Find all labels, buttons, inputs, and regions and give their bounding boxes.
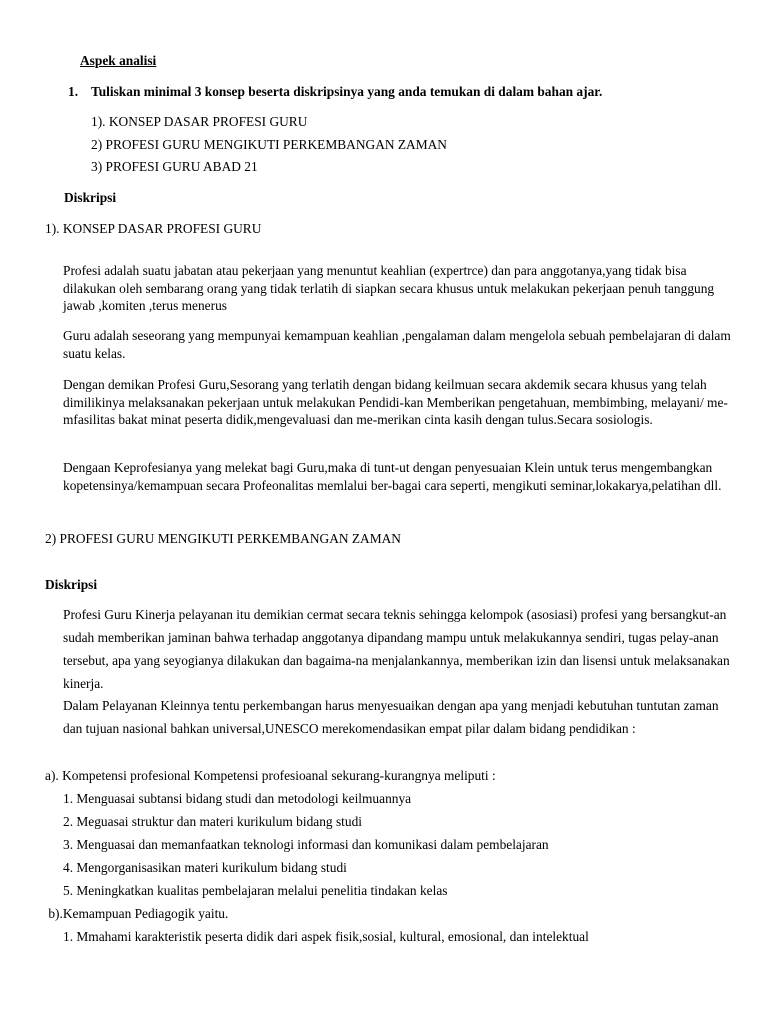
section1-paragraph: Guru adalah seseorang yang mempunyai kemampuan keahlian ,pengalaman dalam mengelola sebuah pembelajaran di dalam suatu kelas. [63,328,731,361]
section2-paragraph: Profesi Guru Kinerja pelayanan itu demikian cermat secara teknis sehingga kelompok (asosiasi) profesi yang bersangkut-an sudah memberikan jaminan bahwa terhadap anggotanya dipandang mampu untuk melakukannya sendiri, tugas pelay-anan tersebut, apa yang seyogianya dilakukan dan bagaima-na menjalankannya, memberikan izin dan lisensi untuk melaksanakan kinerja. [63,607,730,691]
pillar-a-item: 3. Menguasai dan memanfaatkan teknologi informasi dan komunikasi dalam pembelajaran [63,837,549,852]
section1-paragraph: Profesi adalah suatu jabatan atau pekerjaan yang menuntut keahlian (expertrce) dan para anggotanya,yang tidak bisa dilakukan oleh sembarang orang yang tidak terlatih di siapkan secara khusus untuk melakukan pekerjaan penuh tanggung jawab ,komiten ,terus menerus [63,263,715,313]
concept-item: 2) PROFESI GURU MENGIKUTI PERKEMBANGAN ZAMAN [91,137,447,152]
pillar-b-item: 1. Mmahami karakteristik peserta didik dari aspek fisik,sosial, kultural, emosional, dan intelektual [63,929,589,944]
section2-description-heading: Diskripsi [45,577,98,592]
concept-item: 1). KONSEP DASAR PROFESI GURU [91,114,308,129]
section1-paragraph: Dengaan Keprofesianya yang melekat bagi Guru,maka di tunt-ut dengan penyesuaian Klein untuk terus mengembangkan kopetensinya/kemampuan secara Profeonalitas memlalui ber-bagai cara seperti, mengikuti seminar,lokakarya,pelatihan dll. [63,460,722,493]
question-text: Tuliskan minimal 3 konsep beserta diskripsinya yang anda temukan di dalam bahan ajar. [91,84,603,99]
description-heading: Diskripsi [64,190,117,205]
section2-heading: 2) PROFESI GURU MENGIKUTI PERKEMBANGAN ZAMAN [45,531,401,546]
pillar-a-item: 5. Meningkatkan kualitas pembelajaran melalui penelitia tindakan kelas [63,883,448,898]
section2-paragraph: Dalam Pelayanan Kleinnya tentu perkembangan harus menyesuaikan dengan apa yang menjadi kebutuhan tuntutan zaman dan tujuan nasional bahkan universal,UNESCO merekomendasikan empat pilar dalam bidang pendidikan : [63,698,719,736]
section1-heading: 1). KONSEP DASAR PROFESI GURU [45,221,262,236]
pillar-a-item: 1. Menguasai subtansi bidang studi dan metodologi keilmuannya [63,791,412,806]
section1-paragraph: Dengan demikan Profesi Guru,Sesorang yang terlatih dengan bidang keilmuan secara akdemik secara khusus yang telah dimilikinya melaksanakan pekerjaan untuk melakukan Pendidi-kan Memberikan pengetahuan, membimbing, melayani/ me-mfasilitas bakat minat peserta didik,mengevaluasi dan me-merikan cinta kasih dengan tulus.Secara sosiologis. [63,377,728,427]
aspect-title: Aspek analisi [80,53,157,68]
pillar-a-item: 2. Meguasai struktur dan materi kurikulum bidang studi [63,814,363,829]
pillar-b-label: b).Kemampuan Pediagogik yaitu. [45,906,229,921]
pillar-a-label: a). Kompetensi profesional Kompetensi profesioanal sekurang-kurangnya meliputi : [45,768,496,783]
pillar-a-item: 4. Mengorganisasikan materi kurikulum bidang studi [63,860,347,875]
question-number: 1. [68,84,79,99]
concept-item: 3) PROFESI GURU ABAD 21 [91,159,258,174]
